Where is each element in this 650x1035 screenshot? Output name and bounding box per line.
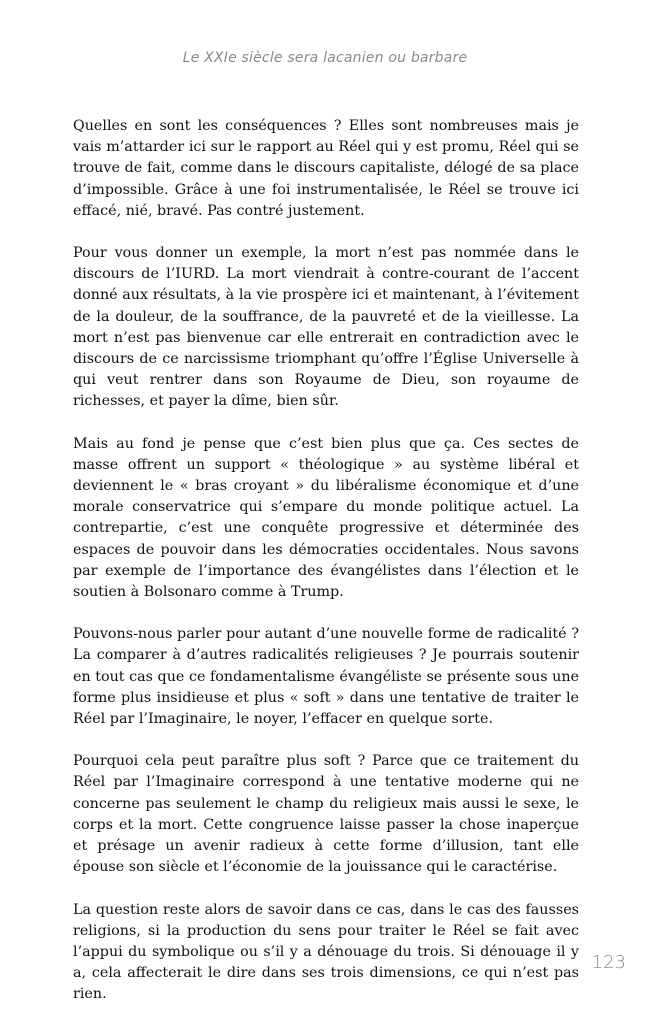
paragraph: Quelles en sont les conséquences ? Elles sont nombreuses mais je vais m’attarder ici sur le rapport au Réel qui y est promu, Réel qui se trouve de fait, comme dans le discours capitaliste, délogé de sa place d’impossible. Grâce à une foi instrumentalisée, le Réel se trouve ici effacé, nié, bravé. Pas contré justement. <box>73 118 579 219</box>
paragraph: Pour vous donner un exemple, la mort n’est pas nommée dans le discours de l’IURD. La mort viendrait à contre-courant de l’accent donné aux résultats, à la vie prospère ici et maintenant, à l’évitement de la douleur, de la souffrance, de la pauvreté et de la vieillesse. La mort n’est pas bienvenue car elle entrerait en contradiction avec le discours de ce narcissisme triomphant qu’offre l’Église Universelle à qui veut rentrer dans son Royaume de Dieu, son royaume de richesses, et payer la dîme, bien sûr. <box>73 245 579 410</box>
page-number: 123 <box>591 952 626 973</box>
paragraph: Pouvons-nous parler pour autant d’une nouvelle forme de radicalité ? La comparer à d’autres radicalités religieuses ? Je pourrais soutenir en tout cas que ce fondamentalisme évangéliste se présente sous une forme plus insidieuse et plus « soft » dans une tentative de traiter le Réel par l’Imaginaire, le noyer, l’effacer en quelque sorte. <box>73 626 579 728</box>
paragraph: Pourquoi cela peut paraître plus soft ? Parce que ce traitement du Réel par l’Imaginaire correspond à une tentative moderne qui ne concerne pas seulement le champ du religieux mais aussi le sexe, le corps et la mort. Cette congruence laisse passer la chose inaperçue et présage un avenir radieux à cette forme d’illusion, tant elle épouse son siècle et l’économie de la jouissance qui le caractérise. <box>73 753 579 876</box>
body-text <box>73 116 579 1027</box>
running-header-title: Le XXIe siècle sera lacanien ou barbare <box>182 50 468 66</box>
paragraph: Mais au fond je pense que c’est bien plus que ça. Ces sectes de masse offrent un support « théologique » au système libéral et deviennent le « bras croyant » du libéralisme économique et d’une morale conservatrice qui s’empare du monde politique actuel. La contrepartie, c’est une conquête progressive et déterminée des espaces de pouvoir dans les démocraties occidentales. Nous savons par exemple de l’importance des évangélistes dans l’élection et le soutien à Bolsonaro comme à Trump. <box>73 435 579 601</box>
paragraph: La question reste alors de savoir dans ce cas, dans le cas des fausses religions, si la production du sens pour traiter le Réel se fait avec l’appui du symbolique ou s’il y a dénouage du trois. Si dénouage il y a, cela affecterait le dire dans ses trois dimensions, ce qui n’est pas rien. <box>73 901 579 1003</box>
